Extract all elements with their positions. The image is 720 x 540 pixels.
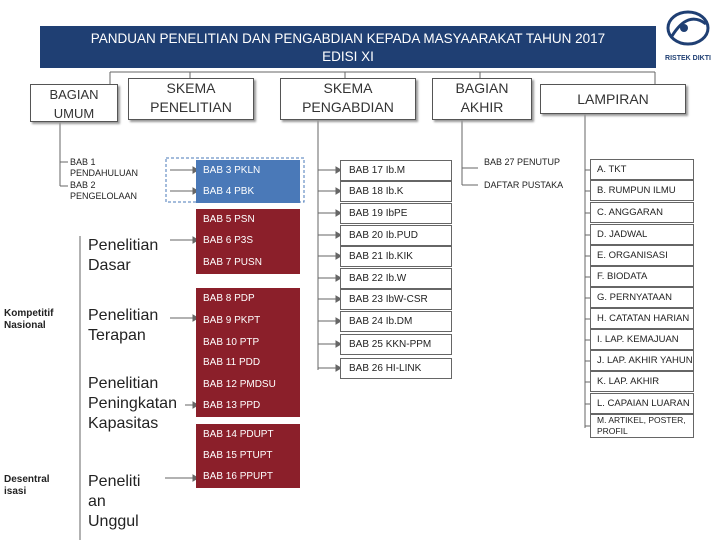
bab-19-ibpe: BAB 19 IbPE [340,203,452,224]
bab-9-pkpt: BAB 9 PKPT [196,310,300,332]
header-text: AKHIR [460,99,504,115]
bab-6-p3s: BAB 6 P3S [196,230,300,252]
header-skema-pengabdian [280,78,416,120]
daftar-pustaka: DAFTAR PUSTAKA [484,180,564,190]
bab-2-pengelolaan: BAB 2 PENGELOLAAN [70,180,138,201]
bab-22-ibw: BAB 22 Ib.W [340,268,452,289]
lampiran-b-rumpun-ilmu: B. RUMPUN ILMU [590,180,694,201]
logo-text: RISTEK DIKTI [665,55,711,62]
group-penelitian-peningkatan-kapasitas: Penelitian Peningkatan Kapasitas [88,375,177,432]
group-penelitian-dasar: Penelitian Dasar [88,237,159,274]
header-text: SKEMA [323,80,373,96]
header-bagian-umum [30,84,118,122]
bab-15-ptupt: BAB 15 PTUPT [196,445,300,467]
bab-1-pendahuluan: BAB 1 PENDAHULUAN [70,157,139,178]
bab-23-ibw-csr: BAB 23 IbW-CSR [340,289,452,310]
bab-7-pusn: BAB 7 PUSN [196,252,300,274]
ristekdikti-logo [660,6,716,62]
lampiran-a-tkt: A. TKT [590,159,694,180]
bab-8-pdp: BAB 8 PDP [196,288,300,310]
bab-3-pkln: BAB 3 PKLN [196,160,300,182]
side-label-desentralisasi: Desentral isasi [4,474,50,497]
bab-17-ibm: BAB 17 Ib.M [340,160,452,181]
header-lampiran [540,84,686,114]
logo-emblem-icon [660,6,716,50]
lampiran-i-lap-kemajuan: I. LAP. KEMAJUAN [590,329,694,350]
side-label-kompetitif-nasional: Kompetitif Nasional [4,308,54,331]
lampiran-f-biodata: F. BIODATA [590,266,694,287]
bab-14-pdupt: BAB 14 PDUPT [196,424,300,446]
bab-11-pdd: BAB 11 PDD [196,352,300,374]
lampiran-l-capaian-luaran: L. CAPAIAN LUARAN [590,393,694,414]
bab-13-ppd: BAB 13 PPD [196,395,300,417]
bab-5-psn: BAB 5 PSN [196,209,300,231]
bab-27-penutup: BAB 27 PENUTUP [484,157,561,167]
header-skema-penelitian [128,78,254,120]
bab-18-ibk: BAB 18 Ib.K [340,181,452,202]
lampiran-g-pernyataan: G. PERNYATAAN [590,287,694,308]
header-text: BAGIAN [455,80,509,96]
header-text: PENELITIAN [150,99,232,115]
bab-24-ibdm: BAB 24 Ib.DM [340,311,452,332]
lampiran-k-lap-akhir: K. LAP. AKHIR [590,371,694,392]
lampiran-h-catatan-harian: H. CATATAN HARIAN [590,308,694,329]
lampiran-e-organisasi: E. ORGANISASI [590,245,694,266]
lampiran-j-lap-akhir-yahun: J. LAP. AKHIR YAHUN [590,350,694,371]
header-text: UMUM [53,106,95,121]
bab-20-ibpud: BAB 20 Ib.PUD [340,225,452,246]
header-text: PENGABDIAN [302,99,394,115]
title-line-2: EDISI XI [322,49,374,64]
header-text: LAMPIRAN [577,91,649,107]
bab-12-pmdsu: BAB 12 PMDSU [196,374,300,396]
lampiran-m-artikel-poster-profil: M. ARTIKEL, POSTER, PROFIL [590,414,694,438]
bab-4-pbk: BAB 4 PBK [196,181,300,203]
title-line-1: PANDUAN PENELITIAN DAN PENGABDIAN KEPADA MASYAARAKAT TAHUN 2017 [90,31,606,46]
lampiran-d-jadwal: D. JADWAL [590,224,694,245]
header-text: SKEMA [166,80,216,96]
diagram-title [40,26,656,68]
bab-21-ibkik: BAB 21 Ib.KIK [340,246,452,267]
header-bagian-akhir [432,78,532,120]
group-penelitian-unggul: Peneliti an Unggul [88,473,141,530]
bab-25-kkn-ppm: BAB 25 KKN-PPM [340,334,452,355]
lampiran-c-anggaran: C. ANGGARAN [590,202,694,223]
header-text: BAGIAN [49,87,99,102]
group-penelitian-terapan: Penelitian Terapan [88,307,159,344]
bab-26-hi-link: BAB 26 HI-LINK [340,358,452,379]
bab-16-ppupt: BAB 16 PPUPT [196,466,300,488]
bab-10-ptp: BAB 10 PTP [196,332,300,354]
